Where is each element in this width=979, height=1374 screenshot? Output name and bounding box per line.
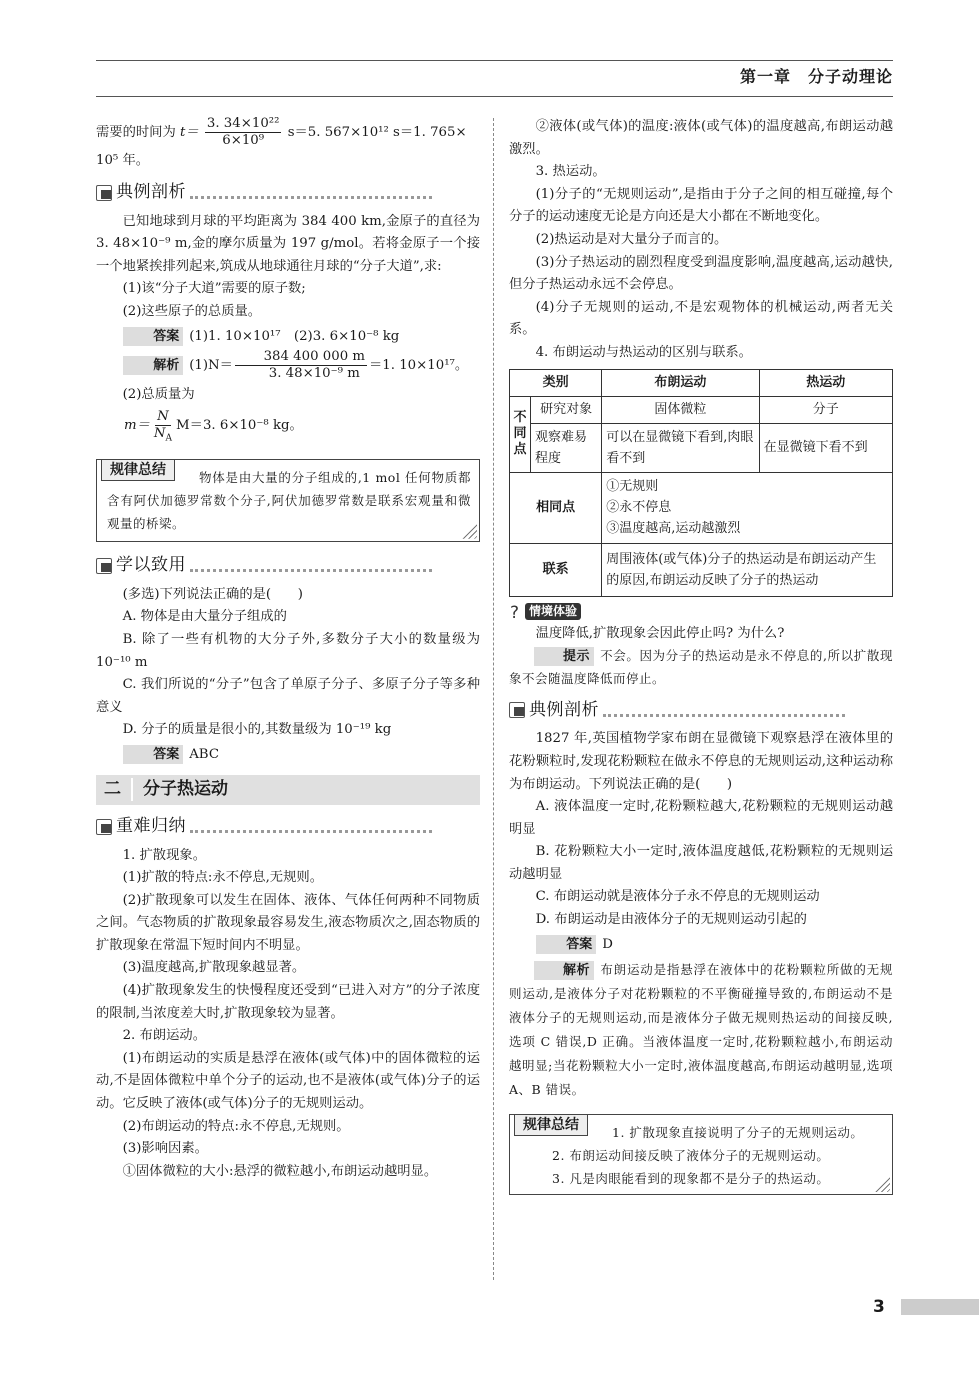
mass-formula xyxy=(96,407,480,445)
section-banner xyxy=(96,775,480,805)
section-dotted-rule xyxy=(190,186,432,199)
section-title: 重难归纳 xyxy=(116,816,186,837)
td-r2-heat: 在显微镜下看不到 xyxy=(759,423,892,472)
example-analysis xyxy=(509,958,893,1102)
kp-3-2: (2)热运动是对大量分子而言的。 xyxy=(535,231,728,247)
td-same-label: 相同点 xyxy=(510,472,602,543)
same-1: ①无规则 xyxy=(606,479,659,495)
kp-3-1: (1)分子的“无规则运动”,是指由于分子之间的相互碰撞,每个分子的运动速度无论是方向还是大小都在不断地变化。 xyxy=(509,186,893,225)
intro-t: t＝ xyxy=(180,125,199,140)
kp-1-4: (4)扩散现象发生的快慢程度还受到“已进入对方”的分子浓度的限制,当浓度差大时,扩散现象较为显著。 xyxy=(96,983,480,1021)
td-r1-brown: 固体微粒 xyxy=(602,396,759,423)
example-option-b: B. 花粉颗粒大小一定时,液体温度越低,花粉颗粒的无规则运动越明显 xyxy=(509,844,893,882)
situation-badge: 情境体验 xyxy=(525,603,581,620)
section-dotted-rule xyxy=(190,820,432,833)
time-fraction-num: 3. 34×10²² xyxy=(206,116,280,131)
td-r2-label: 观察难易程度 xyxy=(531,423,602,472)
mass-fraction-den-n: N xyxy=(153,425,166,441)
kp-1-3: (3)温度越高,扩散现象越显著。 xyxy=(122,960,306,976)
kp-2-3: (3)影响因素。 xyxy=(122,1141,208,1157)
table-row xyxy=(510,543,893,596)
table-row xyxy=(510,423,893,472)
td-r1-label: 研究对象 xyxy=(531,396,602,423)
question-2: (2)这些原子的总质量。 xyxy=(122,303,262,319)
question-mark-icon xyxy=(509,603,525,621)
section-square-icon xyxy=(96,558,112,574)
section-dotted-rule xyxy=(603,704,845,717)
intro-prefix: 需要的时间为 xyxy=(96,125,176,140)
th-heat: 热运动 xyxy=(759,369,892,396)
td-link-content: 周围液体(或气体)分子的热运动是布朗运动产生的原因,布朗运动反映了分子的热运动 xyxy=(602,543,893,596)
svg-text:?: ? xyxy=(510,602,520,621)
mc-option-d: D. 分子的质量是很小的,其数量级为 10⁻¹⁹ kg xyxy=(122,722,392,738)
td-diff-label: 不同点 xyxy=(510,396,531,472)
kp-3-4: (4)分子无规则的运动,不是宏观物体的机械运动,两者无关系。 xyxy=(509,299,893,338)
page-number-bar xyxy=(901,1299,979,1315)
hint-text: 不会。因为分子的热运动是永不停息的,所以扩散现象不会随温度降低而停止。 xyxy=(509,648,893,686)
example-option-c: C. 布朗运动就是液体分子永不停息的无规则运动 xyxy=(535,889,820,905)
th-type: 类别 xyxy=(510,369,602,396)
intro-rest: s＝5. 567×10¹² s＝1. 765× xyxy=(287,125,467,140)
kp-1: 1. 扩散现象。 xyxy=(122,847,206,863)
n-fraction xyxy=(235,349,367,382)
th-brown: 布朗运动 xyxy=(602,369,759,396)
kp-1-2: (2)扩散现象可以发生在固体、液体、气体任何两种不同物质之间。气态物质的扩散现象最容易发生,液态物质次之,固态物质的扩散现象在常温下短时间内不明显。 xyxy=(96,892,480,953)
mass-fraction-den xyxy=(152,426,174,442)
section-apply xyxy=(96,554,480,578)
section-title: 学以致用 xyxy=(116,555,186,576)
mc-option-b: B. 除了一些有机物的大分子外,多数分子大小的数量级为 10⁻¹⁰ m xyxy=(96,631,480,670)
problem-text: 已知地球到月球的平均距离为 384 400 km,金原子的直径为 3. 48×10⁻⁹ m,金的摩尔质量为 197 g/mol。若将金原子一个接一个地紧挨排列起来,筑成从地球通往月球的“分子大道”,求: xyxy=(96,213,480,274)
section-dotted-rule xyxy=(190,559,432,572)
kp-2-3b: ②液体(或气体)的温度:液体(或气体)的温度越高,布朗运动越激烈。 xyxy=(509,119,893,157)
section-typical-example xyxy=(96,181,480,205)
analysis-line xyxy=(96,348,480,384)
answer-line xyxy=(96,326,480,349)
section-square-icon xyxy=(96,819,112,835)
td-same-content xyxy=(602,472,893,543)
summary-2: 2. 布朗运动间接反映了液体分子的无规则运动。 xyxy=(552,1148,830,1164)
n-fraction-num: 384 400 000 m xyxy=(235,349,367,366)
summary-text-content: 物体是由大量的分子组成的,1 mol 任何物质都含有阿伏加德罗常数个分子,阿伏加德罗常数是联系宏观量和微观量的桥梁。 xyxy=(107,469,471,531)
section-typical-example-2 xyxy=(509,698,893,722)
situation-question: 温度降低,扩散现象会因此停止吗? 为什么? xyxy=(535,625,785,641)
same-2: ②永不停息 xyxy=(606,500,672,516)
example-option-d: D. 布朗运动是由液体分子的无规则运动引起的 xyxy=(535,912,807,928)
mass-fraction-den-sub: A xyxy=(165,433,173,444)
section-title: 典例剖析 xyxy=(529,700,599,721)
same-3: ③温度越高,运动越激烈 xyxy=(606,521,741,537)
column-divider xyxy=(493,118,494,1280)
table-row xyxy=(510,396,893,423)
answer-text: (1)1. 10×10¹⁷ (2)3. 6×10⁻⁸ kg xyxy=(189,328,400,344)
comparison-table xyxy=(509,369,893,597)
summary-3: 3. 凡是肉眼能看到的现象都不是分子的热运动。 xyxy=(552,1171,830,1187)
table-row xyxy=(510,472,893,543)
kp-3-3: (3)分子热运动的剧烈程度受到温度影响,温度越高,运动越快,但分子热运动永远不会停息。 xyxy=(509,254,893,293)
example-answer: D xyxy=(602,936,613,952)
mass-rest: M＝3. 6×10⁻⁸ kg。 xyxy=(176,417,303,433)
right-column xyxy=(509,116,893,1203)
n-fraction-den: 3. 48×10⁻⁹ m xyxy=(268,366,360,382)
question-1: (1)该“分子大道”需要的原子数; xyxy=(122,281,306,297)
summary-1: 1. 扩散现象直接说明了分子的无规则运动。 xyxy=(612,1125,864,1141)
time-fraction-den: 6×10⁹ xyxy=(222,133,265,148)
section-key-points xyxy=(96,815,480,839)
mass-prefix: m＝ xyxy=(124,417,150,433)
example-stem: 1827 年,英国植物学家布朗在显微镜下观察悬浮在液体里的花粉颗粒时,发现花粉颗粒在做永不停息的无规则运动,这种运动称为布朗运动。下列说法正确的是( ) xyxy=(509,731,893,792)
kp-3: 3. 热运动。 xyxy=(535,164,606,180)
table-header-row xyxy=(510,369,893,396)
intro-line2: 10⁵ 年。 xyxy=(96,153,150,168)
mc-stem: (多选)下列说法正确的是( ) xyxy=(122,586,303,602)
analysis-n-rest: ＝1. 10×10¹⁷。 xyxy=(369,358,469,374)
mc-option-a: A. 物体是由大量分子组成的 xyxy=(122,609,287,625)
mass-label: (2)总质量为 xyxy=(122,387,195,403)
answer-tag: 答案 xyxy=(123,327,184,346)
answer-tag: 答案 xyxy=(536,935,597,954)
example-answer-line xyxy=(509,934,893,957)
situation-experience xyxy=(509,603,893,621)
section-title: 典例剖析 xyxy=(116,182,186,203)
summary-box-2 xyxy=(509,1114,893,1195)
page-number: 3 xyxy=(873,1297,885,1317)
example-analysis-text: 布朗运动是指悬浮在液体中的花粉颗粒所做的无规则运动,是液体分子对花粉颗粒的不平衡碰撞导致的,布朗运动不是液体分子的无规则运动,而是液体分子做无规则热运动的间接反映,选项 C 错误,D 正确。当液体温度一定时,花粉颗粒越小,布朗运动越明显;当花粉颗粒大小一定时,液体温度越高,布朗运动越明显,选项 A、B 错误。 xyxy=(509,962,893,1098)
banner-title: 分子热运动 xyxy=(143,779,228,800)
kp-1-1: (1)扩散的特点:永不停息,无规则。 xyxy=(122,870,323,886)
analysis-n-prefix: (1)N＝ xyxy=(189,358,233,374)
kp-2-3a: ①固体微粒的大小:悬浮的微粒越小,布朗运动越明显。 xyxy=(122,1163,438,1179)
header-rule-bottom xyxy=(96,96,893,97)
time-fraction xyxy=(205,116,282,149)
analysis-tag: 解析 xyxy=(534,961,594,980)
kp-2: 2. 布朗运动。 xyxy=(122,1028,206,1044)
chapter-title: 第一章 分子动理论 xyxy=(739,67,893,86)
td-r2-brown: 可以在显微镜下看到,肉眼看不到 xyxy=(602,423,759,472)
analysis-tag: 解析 xyxy=(123,356,184,375)
intro-line xyxy=(96,116,480,150)
kp-2-1: (1)布朗运动的实质是悬浮在液体(或气体)中的固体微粒的运动,不是固体微粒中单个分子的运动,也不是液体(或气体)分子的运动。它反映了液体(或气体)分子的无规则运动。 xyxy=(96,1050,480,1112)
banner-number: 二 xyxy=(96,778,133,801)
header-rule-top xyxy=(96,60,893,61)
td-link-label: 联系 xyxy=(510,543,602,596)
hint-line xyxy=(509,645,893,690)
kp-2-2: (2)布朗运动的特点:永不停息,无规则。 xyxy=(122,1118,350,1134)
example-option-a: A. 液体温度一定时,花粉颗粒越大,花粉颗粒的无规则运动越明显 xyxy=(509,799,893,837)
summary-tab: 规律总结 xyxy=(514,1114,588,1136)
section-square-icon xyxy=(96,185,112,201)
left-column xyxy=(96,116,480,1183)
mass-fraction-num: N xyxy=(157,408,169,424)
answer-tag: 答案 xyxy=(123,745,184,764)
section-square-icon xyxy=(509,702,525,718)
mass-fraction xyxy=(152,409,174,442)
summary-box xyxy=(96,459,480,542)
mc-option-c: C. 我们所说的“分子”包含了单原子分子、多原子分子等多种意义 xyxy=(96,677,480,715)
mc-answer: ABC xyxy=(189,746,219,762)
hint-tag: 提示 xyxy=(534,647,594,666)
kp-4: 4. 布朗运动与热运动的区别与联系。 xyxy=(535,344,752,360)
td-r1-heat: 分子 xyxy=(759,396,892,423)
mc-answer-line xyxy=(96,744,480,767)
summary-tab: 规律总结 xyxy=(101,459,175,481)
